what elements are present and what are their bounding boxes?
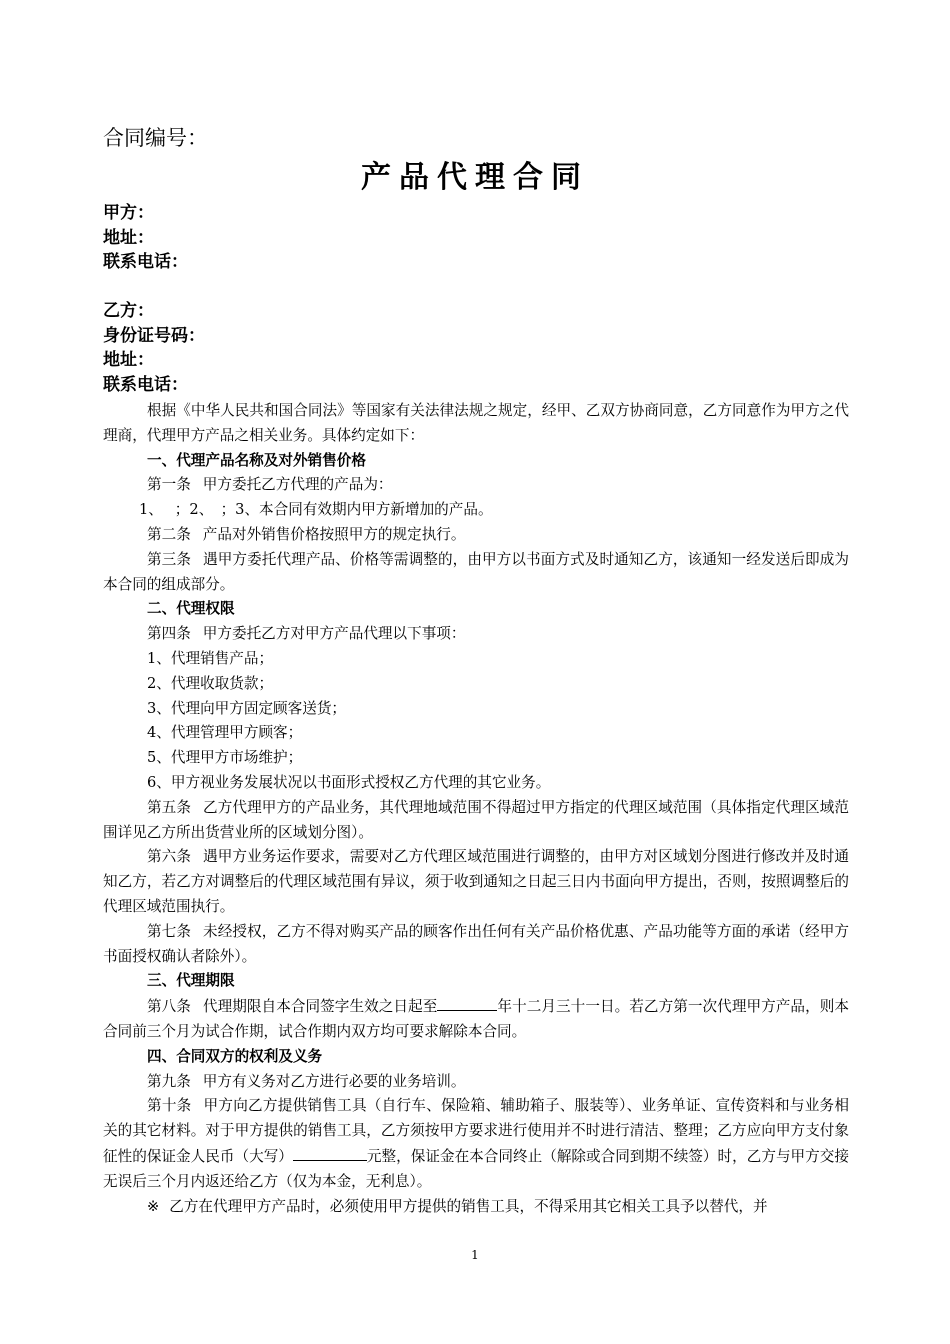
article-number: 第二条: [147, 525, 191, 543]
article-8: [103, 994, 849, 1045]
party-a-name-label: 甲方：: [103, 203, 154, 223]
contract-number-label: 合同编号：: [103, 126, 208, 150]
article-text: 遇甲方业务运作要求，需要对乙方代理区域范围进行调整的，由甲方对区域划分图进行修改并及时通知乙方，若乙方对调整后的代理区域范围有异议，须于收到通知之日起三日内书面向甲方提出，否则，按照调整后的代理区域范围执行。: [103, 848, 849, 915]
article-number: 第十条: [147, 1097, 192, 1115]
party-b-address-label: 地址：: [103, 350, 154, 370]
note-mark: ※: [147, 1197, 160, 1215]
section-4-heading: 四、合同双方的权利及义务: [147, 1047, 323, 1065]
article-3: [103, 548, 849, 598]
party-a-address-label: 地址：: [103, 227, 154, 248]
preamble: 根据《中华人民共和国合同法》等国家有关法律法规之规定，经甲、乙双方协商同意，乙方同意作为甲方之代理商，代理甲方产品之相关业务。具体约定如下：: [103, 402, 849, 444]
party-b-name-label: 乙方：: [103, 301, 154, 321]
article-text: 产品对外销售价格按照甲方的规定执行。: [202, 525, 466, 543]
article-text: 甲方委托乙方代理的产品为：: [202, 476, 393, 494]
list-item: 6、甲方视业务发展状况以书面形式授权乙方代理的其它业务。: [147, 773, 551, 791]
article-text: 元整，保证金在本合同终止（解除或合同到期不续签）时，乙方与甲方交接无误后三个月内返还给乙方（仅为本金，无利息）。: [103, 1147, 849, 1190]
article-text: 甲方向乙方提供销售工具（自行车、保险箱、辅助箱子、服装等）、业务单证、宣传资料和与业务相关的其它材料。对于甲方提供的销售工具，乙方须按甲方要求进行使用并不时进行清洁、整理；乙方应向甲方支付象征性的保证金人民币（大写）: [103, 1097, 849, 1165]
article-text: 甲方委托乙方对甲方产品代理以下事项：: [202, 625, 466, 643]
section-3-heading: 三、代理期限: [147, 972, 235, 990]
parties-block: [103, 201, 205, 397]
page-number: 1: [471, 1248, 479, 1262]
document-title: 产品代理合同: [361, 160, 589, 195]
article-text: 年十二月三十一日。若乙方第一次代理甲方产品，则本合同前三个月为试合作期，试合作期内双方均可要求解除本合同。: [103, 998, 849, 1040]
article-7: [103, 920, 849, 970]
contract-body: [103, 399, 849, 1219]
article-text: 代理期限自本合同签字生效之日起至: [202, 998, 438, 1016]
article-text: 甲方有义务对乙方进行必要的业务培训。: [202, 1072, 466, 1090]
note-text: 乙方在代理甲方产品时，必须使用甲方提供的销售工具，不得采用其它相关工具予以替代，并: [169, 1197, 768, 1215]
note-paragraph: [103, 1195, 849, 1220]
list-item: 3、代理向甲方固定顾客送货；: [147, 699, 347, 717]
party-b-id-label: 身份证号码：: [103, 325, 205, 346]
list-item: 2、代理收取货款；: [147, 674, 274, 692]
article-number: 第八条: [147, 998, 191, 1016]
article-2: [103, 523, 849, 548]
article-number: 第九条: [147, 1072, 191, 1090]
article-9: [103, 1070, 849, 1095]
article-number: 第七条: [147, 922, 192, 940]
article-number: 第四条: [147, 625, 191, 643]
article-6: [103, 845, 849, 919]
article-10: [103, 1094, 849, 1194]
article-number: 第六条: [147, 848, 192, 866]
list-item: 4、代理管理甲方顾客；: [147, 724, 303, 742]
article-number: 第三条: [147, 550, 192, 568]
year-blank-field: [437, 994, 497, 1011]
spacer: [103, 275, 205, 300]
article-5: [103, 796, 849, 846]
list-item: 1、代理销售产品；: [147, 649, 274, 667]
article-number: 第五条: [147, 798, 192, 816]
article-text: 乙方代理甲方的产品业务，其代理地域范围不得超过甲方指定的代理区域范围（具体指定代理区域范围详见乙方所出货营业所的区域划分图）。: [103, 798, 849, 841]
party-b-phone-label: 联系电话：: [103, 374, 188, 395]
article-number: 第一条: [147, 476, 191, 494]
section-1-heading: 一、代理产品名称及对外销售价格: [147, 451, 366, 469]
amount-blank-field: [293, 1144, 367, 1161]
article-text: 遇甲方委托代理产品、价格等需调整的，由甲方以书面方式及时通知乙方，该通知一经发送后即成为本合同的组成部分。: [103, 550, 849, 593]
party-a-phone-label: 联系电话：: [103, 252, 188, 272]
list-item: 5、代理甲方市场维护；: [147, 749, 303, 767]
article-1: [103, 473, 849, 498]
article-1-items: 1、 ；2、 ；3、本合同有效期内甲方新增加的产品。: [139, 501, 493, 519]
article-text: 未经授权，乙方不得对购买产品的顾客作出任何有关产品价格优惠、产品功能等方面的承诺（经甲方书面授权确认者除外）。: [103, 922, 849, 965]
section-2-heading: 二、代理权限: [147, 600, 235, 618]
article-4: [103, 622, 849, 647]
